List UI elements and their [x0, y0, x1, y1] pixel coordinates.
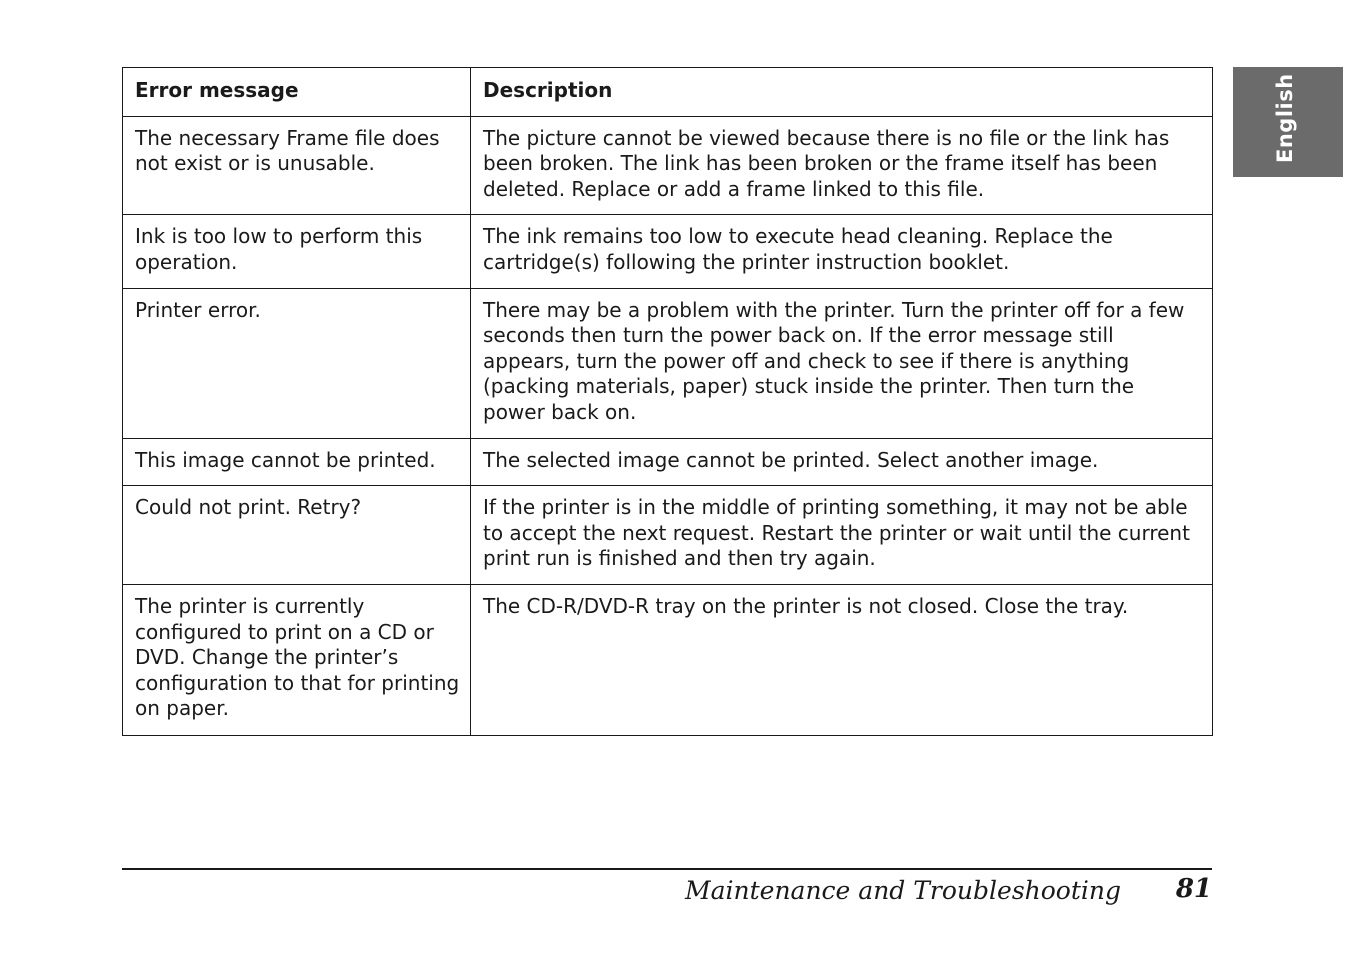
description-cell: There may be a problem with the printer. Turn the printer off for a few seconds then turn the power back on. If the error message still appears, turn the power off and check to see if there is anything (packing materials, paper) stuck inside the printer. Then turn the power back on.	[471, 288, 1213, 438]
table-row	[123, 288, 1213, 438]
error-message-cell: Ink is too low to perform this operation.	[123, 215, 471, 288]
error-message-cell: The printer is currently configured to print on a CD or DVD. Change the printer’s configuration to that for printing on paper.	[123, 584, 471, 735]
column-header-description: Description	[471, 68, 1213, 117]
table-header-row	[123, 68, 1213, 117]
column-header-error-message: Error message	[123, 68, 471, 117]
footer-divider	[122, 868, 1212, 870]
footer-section-title: Maintenance and Troubleshooting	[685, 876, 1121, 905]
language-tab	[1233, 67, 1343, 177]
description-cell: The picture cannot be viewed because there is no file or the link has been broken. The link has been broken or the frame itself has been deleted. Replace or add a frame linked to this file.	[471, 116, 1213, 215]
table-row	[123, 486, 1213, 585]
description-cell: The CD-R/DVD-R tray on the printer is not closed. Close the tray.	[471, 584, 1213, 735]
description-cell: If the printer is in the middle of printing something, it may not be able to accept the next request. Restart the printer or wait until the current print run is finished and then try again.	[471, 486, 1213, 585]
table-row	[123, 584, 1213, 735]
error-message-cell: Printer error.	[123, 288, 471, 438]
page-number: 81	[1175, 874, 1212, 904]
table-row	[123, 116, 1213, 215]
description-cell: The selected image cannot be printed. Select another image.	[471, 438, 1213, 486]
table-row	[123, 215, 1213, 288]
error-message-cell: Could not print. Retry?	[123, 486, 471, 585]
description-cell: The ink remains too low to execute head cleaning. Replace the cartridge(s) following the printer instruction booklet.	[471, 215, 1213, 288]
error-message-cell: This image cannot be printed.	[123, 438, 471, 486]
language-tab-label: English	[1273, 73, 1297, 163]
error-message-table	[122, 67, 1213, 736]
error-message-cell: The necessary Frame file does not exist or is unusable.	[123, 116, 471, 215]
table-row	[123, 438, 1213, 486]
